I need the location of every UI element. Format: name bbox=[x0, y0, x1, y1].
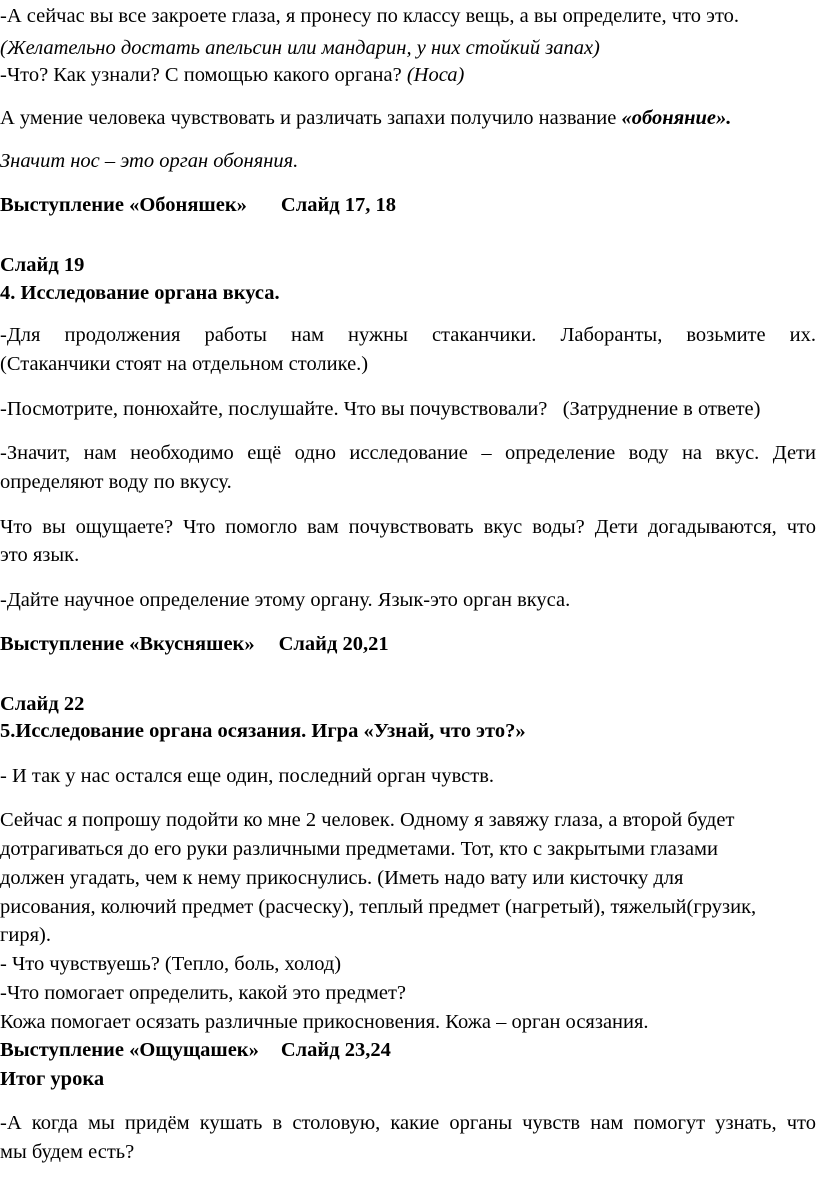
heading-performance: Выступление «Вкусняшек» bbox=[0, 633, 255, 655]
paragraph-line: -Значит, нам необходимо ещё одно исследование – определение воду на вкус. Дети bbox=[0, 442, 816, 464]
paragraph-line: рисования, колючий предмет (расческу), теплый предмет (нагретый), тяжелый(грузик, bbox=[0, 896, 757, 918]
paragraph-line: это язык. bbox=[0, 544, 80, 566]
section-title: 4. Исследование органа вкуса. bbox=[0, 282, 280, 304]
paragraph-line: -А сейчас вы все закроете глаза, я пронесу по классу вещь, а вы определите, что это. bbox=[0, 5, 740, 27]
italic-conclusion: Значит нос – это орган обоняния. bbox=[0, 150, 299, 172]
answer-note: (Носа) bbox=[406, 64, 465, 86]
term-highlight: «обоняние». bbox=[621, 107, 732, 129]
question-text: -Что? Как узнали? С помощью какого органа? bbox=[0, 64, 407, 86]
paragraph-line: мы будем есть? bbox=[0, 1141, 135, 1163]
paragraph-line: -Дайте научное определение этому органу. Язык-это орган вкуса. bbox=[0, 589, 571, 611]
heading-slide: Слайд 17, 18 bbox=[280, 194, 397, 216]
paragraph-line: -Что помогает определить, какой это предмет? bbox=[0, 982, 407, 1004]
heading-performance: Выступление «Ощущашек» bbox=[0, 1039, 259, 1061]
slide-heading: Слайд 22 bbox=[0, 693, 85, 715]
paragraph-text: А умение человека чувствовать и различать запахи получило название bbox=[0, 107, 622, 129]
section-heading bbox=[0, 632, 816, 656]
paragraph-line bbox=[0, 63, 816, 87]
italic-note: (Желательно достать апельсин или мандарин, у них стойкий запах) bbox=[0, 37, 600, 59]
paragraph-line: определяют воду по вкусу. bbox=[0, 471, 232, 493]
paragraph-line: Что вы ощущаете? Что помогло вам почувствовать вкус воды? Дети догадываются, что bbox=[0, 516, 816, 538]
paragraph-line: -А когда мы придём кушать в столовую, какие органы чувств нам помогут узнать, что bbox=[0, 1112, 816, 1134]
paragraph-line: (Стаканчики стоят на отдельном столике.) bbox=[0, 353, 369, 375]
paragraph-line: -Для продолжения работы нам нужны стаканчики. Лаборанты, возьмите их. bbox=[0, 324, 816, 346]
paragraph-line: должен угадать, чем к нему прикоснулись. (Иметь надо вату или кисточку для bbox=[0, 867, 684, 889]
section-heading bbox=[0, 193, 816, 217]
paragraph-line: дотрагиваться до его руки различными предметами. Тот, кто с закрытыми глазами bbox=[0, 838, 718, 860]
section-heading bbox=[0, 1038, 816, 1062]
slide-heading: Слайд 19 bbox=[0, 254, 85, 276]
section-title: 5.Исследование органа осязания. Игра «Узнай, что это?» bbox=[0, 720, 526, 742]
paragraph-line: Кожа помогает осязать различные прикосновения. Кожа – орган осязания. bbox=[0, 1011, 649, 1033]
paragraph-line: гиря). bbox=[0, 924, 52, 946]
paragraph-line: - Что чувствуешь? (Тепло, боль, холод) bbox=[0, 953, 342, 975]
paragraph-line bbox=[0, 106, 816, 130]
heading-performance: Выступление «Обоняшек» bbox=[0, 194, 247, 216]
paragraph-line: Сейчас я попрошу подойти ко мне 2 человек. Одному я завяжу глаза, а второй будет bbox=[0, 809, 735, 831]
paragraph-line: -Посмотрите, понюхайте, послушайте. Что вы почувствовали? (Затруднение в ответе) bbox=[0, 398, 761, 420]
heading-slide: Слайд 20,21 bbox=[278, 633, 389, 655]
heading-slide: Слайд 23,24 bbox=[280, 1039, 391, 1061]
section-title: Итог урока bbox=[0, 1068, 105, 1090]
paragraph-line: - И так у нас остался еще один, последний орган чувств. bbox=[0, 765, 495, 787]
